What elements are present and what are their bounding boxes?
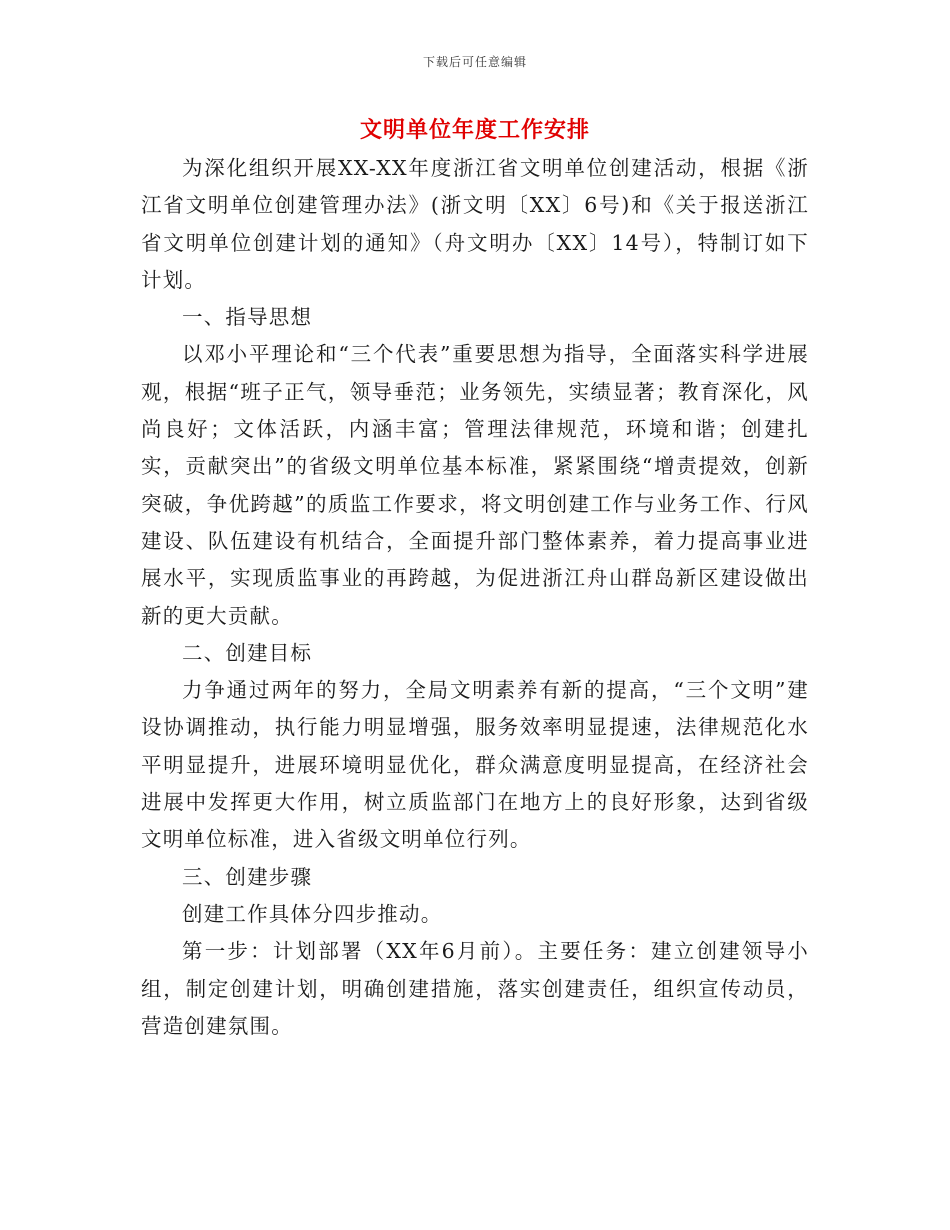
goals-paragraph: 力争通过两年的努力，全局文明素养有新的提高，“三个文明”建设协调推动，执行能力明显增强，服务效率明显提速，法律规范化水平明显提升，进展环境明显优化，群众满意度明显提高，在经济社会进展中发挥更大作用，树立质监部门在地方上的良好形象，达到省级文明单位标准，进入省级文明单位行列。 bbox=[141, 678, 809, 852]
document-title: 文明单位年度工作安排 bbox=[359, 117, 590, 143]
section-heading-guiding-ideology: 一、指导思想 bbox=[182, 305, 313, 330]
header-note: 下载后可任意编辑 bbox=[422, 55, 527, 69]
guiding-ideology-paragraph: 以邓小平理论和“三个代表”重要思想为指导，全面落实科学进展观，根据“班子正气，领导垂范；业务领先，实绩显著；教育深化，风尚良好；文体活跃，内涵丰富；管理法律规范，环境和谐；创建扎实，贡献突出”的省级文明单位基本标准，紧紧围绕“增责提效，创新突破，争优跨越”的质监工作要求，将文明创建工作与业务工作、行风建设、队伍建设有机结合，全面提升部门整体素养，着力提高事业进展水平，实现质监事业的再跨越，为促进浙江舟山群岛新区建设做出新的更大贡献。 bbox=[141, 342, 809, 628]
section-heading-goals: 二、创建目标 bbox=[182, 640, 313, 665]
step-one-paragraph: 第一步：计划部署（XX年6月前）。主要任务：建立创建领导小组，制定创建计划，明确创建措施，落实创建责任，组织宣传动员，营造创建氛围。 bbox=[141, 939, 809, 1038]
document-body bbox=[141, 150, 809, 1045]
section-heading-steps: 三、创建步骤 bbox=[182, 864, 313, 889]
steps-intro-paragraph: 创建工作具体分四步推动。 bbox=[182, 901, 443, 926]
intro-paragraph: 为深化组织开展XX-XX年度浙江省文明单位创建活动，根据《浙江省文明单位创建管理办法》(浙文明〔XX〕6号)和《关于报送浙江省文明单位创建计划的通知》（舟文明办〔XX〕14号），特制订如下计划。 bbox=[141, 156, 809, 292]
